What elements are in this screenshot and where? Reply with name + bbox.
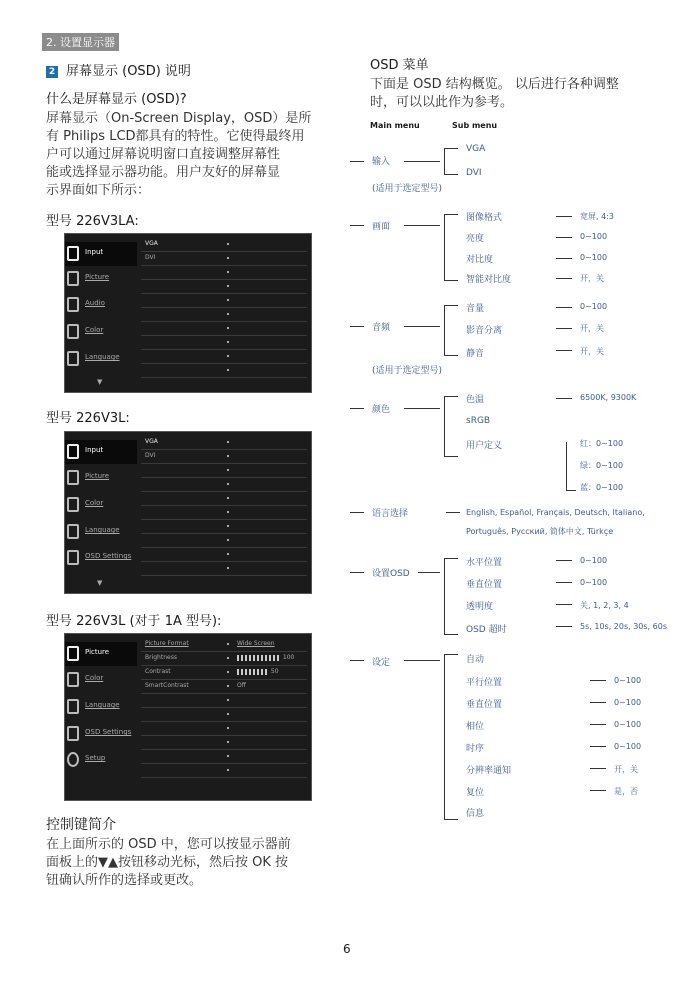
- tree-sub-h-position: 水平位置: [466, 558, 503, 568]
- tree-sub-reset: 复位: [466, 788, 485, 798]
- tree-val-phase: 0~100: [614, 720, 642, 729]
- tree-sub-vga: VGA: [466, 144, 486, 154]
- tree-val-h-position-2: 0~100: [614, 676, 642, 685]
- osd-item-picture: Picture: [65, 267, 137, 291]
- tree-val-osd-timeout: 5s, 10s, 20s, 30s, 60s: [580, 622, 667, 631]
- tree-sub-volume: 音量: [466, 304, 485, 314]
- osd-down-arrow: ▼: [97, 378, 103, 386]
- osd-item-language: Language: [65, 347, 137, 371]
- tree-val-contrast: 0~100: [580, 253, 608, 262]
- osd-item-color: Color: [65, 320, 137, 344]
- tree-val-reset: 是，否: [614, 787, 638, 796]
- model-label-1: 型号 226V3LA:: [46, 214, 139, 229]
- osd-submenu: VGA DVI: [141, 436, 307, 576]
- tree-main-picture: 画面: [372, 222, 391, 232]
- tree-val-blue: 蓝：0~100: [580, 483, 624, 492]
- section-heading: [46, 60, 191, 79]
- osd-screenshot-1: [64, 233, 312, 393]
- tree-sub-color-temp: 色温: [466, 395, 485, 405]
- tree-sub-v-position: 垂直位置: [466, 580, 503, 590]
- tree-input-note: (适用于选定型号): [372, 184, 443, 194]
- osd-item-input: Input: [65, 242, 137, 266]
- tree-val-color-temp: 6500K, 9300K: [580, 393, 637, 402]
- tree-sub-brightness: 亮度: [466, 234, 485, 244]
- contrast-bar: [237, 669, 269, 675]
- tree-main-osd: 设置OSD: [372, 569, 410, 579]
- tree-sub-information: 信息: [466, 809, 485, 819]
- tree-val-v-position: 0~100: [580, 578, 608, 587]
- tree-val-green: 绿：0~100: [580, 461, 624, 470]
- tree-val-resolution-notice: 开，关: [614, 765, 638, 774]
- tree-sub-mute: 静音: [466, 349, 485, 359]
- tree-main-language: 语言选择: [372, 509, 409, 519]
- heading-number: 2: [46, 66, 58, 78]
- tree-sub-standalone: 影音分离: [466, 326, 503, 336]
- osd-item-language: Language: [65, 695, 137, 719]
- tree-sub-auto: 自动: [466, 655, 485, 665]
- osd-submenu: VGA DVI: [141, 238, 307, 378]
- heading-text: 屏幕显示 (OSD) 说明: [66, 64, 191, 79]
- tree-sub-clock: 时序: [466, 744, 485, 754]
- tree-sub-user-define: 用户定义: [466, 441, 503, 451]
- tree-val-mute: 开，关: [580, 347, 604, 356]
- col-sub-menu: Sub menu: [452, 121, 498, 130]
- tree-val-transparency: 关, 1, 2, 3, 4: [580, 601, 629, 610]
- osd-item-osd-settings: OSD Settings: [65, 722, 137, 746]
- tree-val-red: 红：0~100: [580, 439, 624, 448]
- tree-sub-dvi: DVI: [466, 168, 482, 178]
- tree-val-volume: 0~100: [580, 302, 608, 311]
- section-tag: 2. 设置显示器: [42, 33, 119, 51]
- tree-val-clock: 0~100: [614, 742, 642, 751]
- osd-item-picture: Picture: [65, 642, 137, 666]
- osd-item-color: Color: [65, 668, 137, 692]
- osd-screenshot-3: [64, 633, 312, 801]
- keys-paragraph: 在上面所示的 OSD 中，您可以按显示器前 面板上的▼▲按钮移动光标，然后按 OK 按 钮确认所作的选择或更改。: [46, 837, 291, 888]
- tree-sub-h-position-2: 平行位置: [466, 678, 503, 688]
- intro-paragraph: 屏幕显示（On-Screen Display，OSD）是所 有 Philips LCD都具有的特性。它使得最终用 户可以通过屏幕说明窗口直接调整屏幕性 能或选择显示器功能。用户友好的屏幕显 示界面如下所示：: [46, 111, 312, 198]
- tree-sub-transparency: 透明度: [466, 602, 494, 612]
- tree-main-setup: 设定: [372, 658, 391, 668]
- tree-main-color: 颜色: [372, 405, 391, 415]
- tree-sub-smartcontrast: 智能对比度: [466, 275, 512, 285]
- osd-item-color: Color: [65, 493, 137, 517]
- osd-item-osd-settings: OSD Settings: [65, 546, 137, 570]
- osd-submenu: Picture Format Wide Screen Brightness 100 Contrast 50 SmartContrast Off: [141, 638, 307, 778]
- osd-down-arrow: ▼: [97, 579, 103, 587]
- osd-item-language: Language: [65, 520, 137, 544]
- osd-item-setup: Setup: [65, 748, 137, 772]
- osd-screenshot-2: [64, 431, 312, 594]
- col-main-menu: Main menu: [370, 121, 420, 130]
- model-label-2: 型号 226V3L:: [46, 411, 130, 426]
- keys-title: 控制键简介: [46, 817, 116, 833]
- model-label-3: 型号 226V3L (对于 1A 型号):: [46, 614, 222, 629]
- tree-main-audio: 音頻: [372, 323, 391, 333]
- tree-sub-resolution-notice: 分辨率通知: [466, 766, 512, 776]
- tree-sub-v-position-2: 垂直位置: [466, 700, 503, 710]
- tree-lang-line-2: Português, Русский, 简体中文, Türkçe: [466, 527, 614, 536]
- tree-sub-contrast: 对比度: [466, 255, 494, 265]
- tree-sub-picture-format: 图像格式: [466, 213, 503, 223]
- tree-val-v-position-2: 0~100: [614, 698, 642, 707]
- brightness-bar: [237, 655, 281, 661]
- osd-item-audio: Audio: [65, 293, 137, 317]
- tree-val-smartcontrast: 开，关: [580, 274, 604, 283]
- tree-sub-osd-timeout: OSD 超时: [466, 625, 507, 635]
- tree-val-standalone: 开，关: [580, 324, 604, 333]
- tree-sub-srgb: sRGB: [466, 416, 491, 426]
- tree-sub-phase: 相位: [466, 722, 485, 732]
- menu-intro: 下面是 OSD 结构概览。 以后进行各种调整 时，可以以此作为参考。: [370, 77, 619, 110]
- tree-audio-note: (适用于选定型号): [372, 366, 443, 376]
- page-number: 6: [343, 942, 351, 956]
- tree-lang-line-1: English, Español, Français, Deutsch, Italiano,: [466, 508, 645, 517]
- osd-item-picture: Picture: [65, 466, 137, 490]
- tree-val-brightness: 0~100: [580, 232, 608, 241]
- tree-val-picture-format: 宽屏, 4:3: [580, 212, 614, 221]
- tree-main-input: 输入: [372, 157, 391, 167]
- tree-val-h-position: 0~100: [580, 556, 608, 565]
- question-heading: 什么是屏幕显示 (OSD)?: [46, 92, 187, 107]
- osd-item-input: Input: [65, 440, 137, 464]
- menu-title: OSD 菜单: [370, 58, 429, 73]
